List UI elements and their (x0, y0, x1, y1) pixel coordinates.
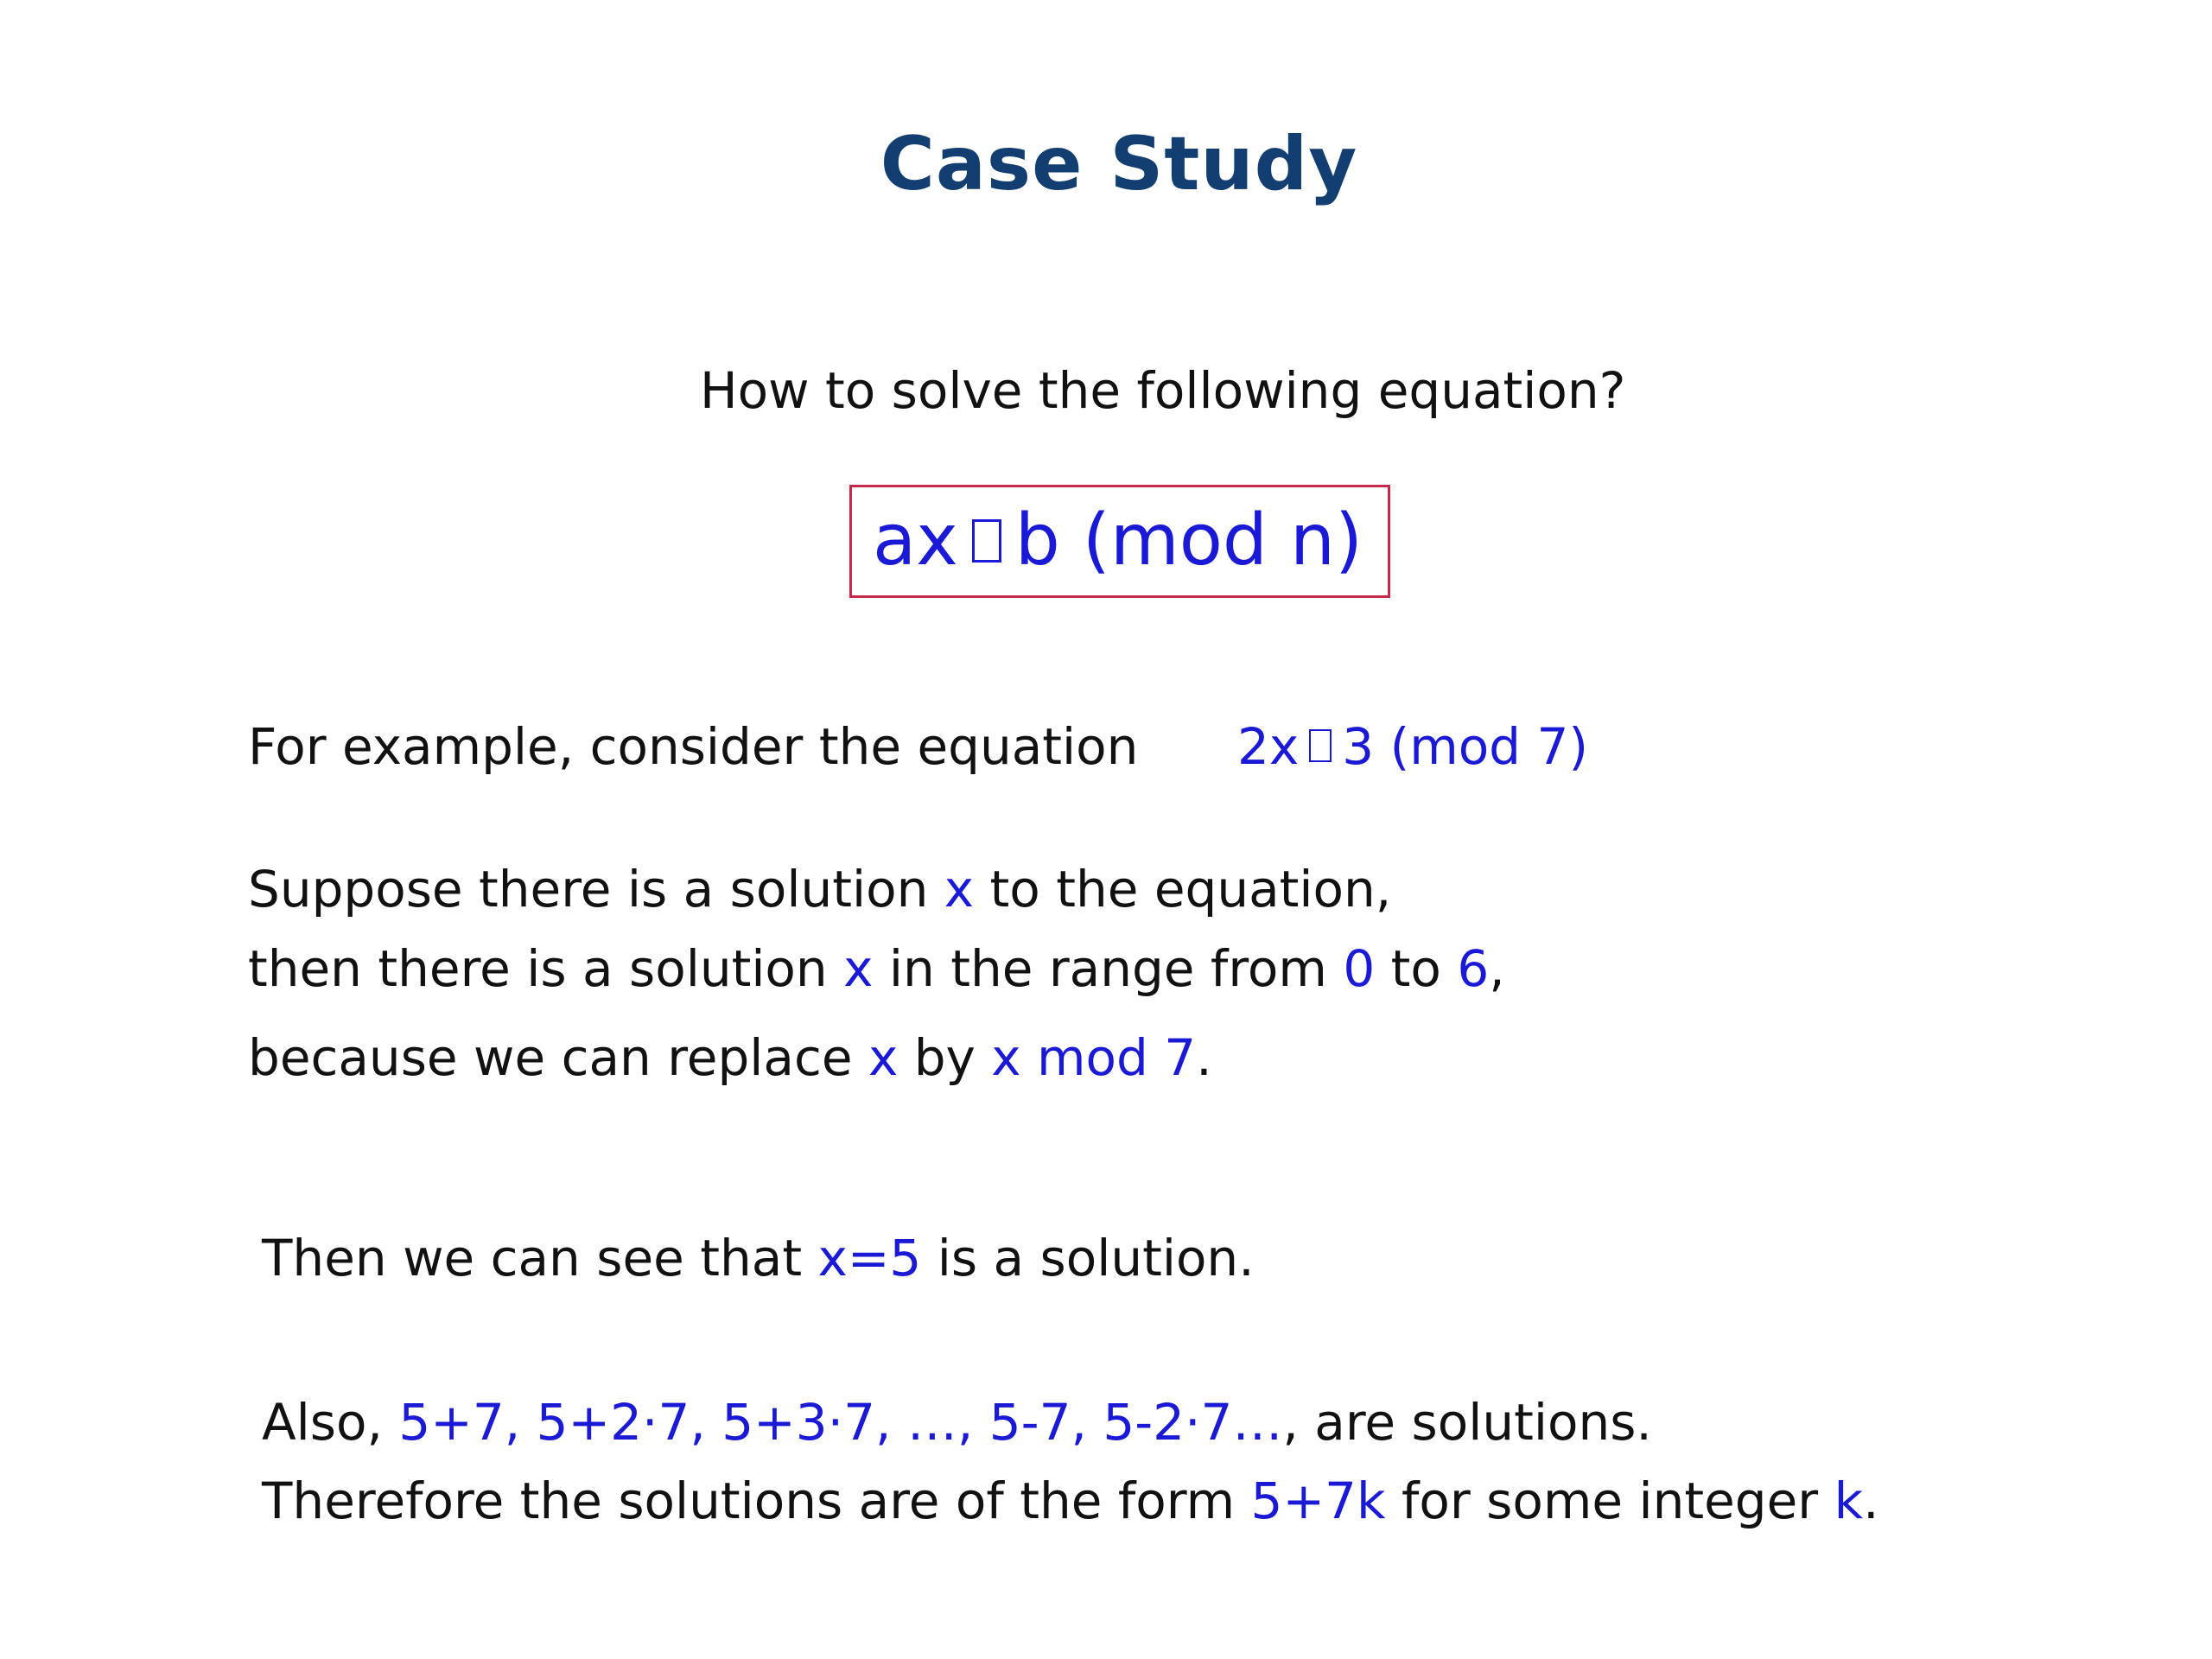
text-span: for some integer (1385, 1471, 1834, 1530)
text-span: Suppose there is a solution (248, 860, 944, 918)
example-equation-rhs: 3 (mod 7) (1342, 717, 1588, 776)
then-line (262, 1229, 1255, 1287)
suppose-line-1 (248, 860, 1391, 918)
var-k: k (1834, 1471, 1864, 1530)
also-line (262, 1393, 1652, 1452)
text-span: . (1196, 1028, 1212, 1087)
text-span: to the equation, (974, 860, 1392, 918)
suppose-line-3 (248, 1028, 1212, 1087)
therefore-line (262, 1471, 1879, 1530)
text-span: , are solutions. (1282, 1393, 1652, 1452)
range-end: 6 (1457, 939, 1490, 998)
main-equation-lhs: ax (873, 499, 958, 582)
general-form: 5+7k (1250, 1471, 1386, 1530)
text-span: because we can replace (248, 1028, 868, 1087)
range-start: 0 (1343, 939, 1376, 998)
text-span: to (1375, 939, 1458, 998)
congruence-symbol-icon (1309, 729, 1332, 762)
main-equation (873, 499, 1363, 582)
text-span: Then we can see that (262, 1229, 818, 1287)
text-span: Also, (262, 1393, 399, 1452)
example-equation (1237, 717, 1588, 776)
main-equation-rhs: b (mod n) (1014, 499, 1363, 582)
text-span: Therefore the solutions are of the form (262, 1471, 1251, 1530)
text-span: . (1863, 1471, 1879, 1530)
x-mod-7: x mod 7 (991, 1028, 1197, 1087)
solution-x5: x=5 (817, 1229, 922, 1287)
question-text: How to solve the following equation? (700, 361, 1626, 420)
var-x: x (843, 939, 874, 998)
suppose-line-2 (248, 939, 1505, 998)
var-x: x (868, 1028, 899, 1087)
slide-title: Case Study (880, 121, 1358, 207)
text-span: , (1489, 939, 1505, 998)
example-equation-lhs: 2x (1237, 717, 1300, 776)
text-span: in the range from (873, 939, 1344, 998)
solutions-list: 5+7, 5+2·7, 5+3·7, …, 5-7, 5-2·7… (398, 1393, 1283, 1452)
example-text: For example, consider the equation (248, 717, 1139, 776)
text-span: by (898, 1028, 992, 1087)
text-span: is a solution. (921, 1229, 1255, 1287)
text-span: then there is a solution (248, 939, 844, 998)
congruence-symbol-icon (972, 519, 1001, 563)
var-x: x (944, 860, 975, 918)
